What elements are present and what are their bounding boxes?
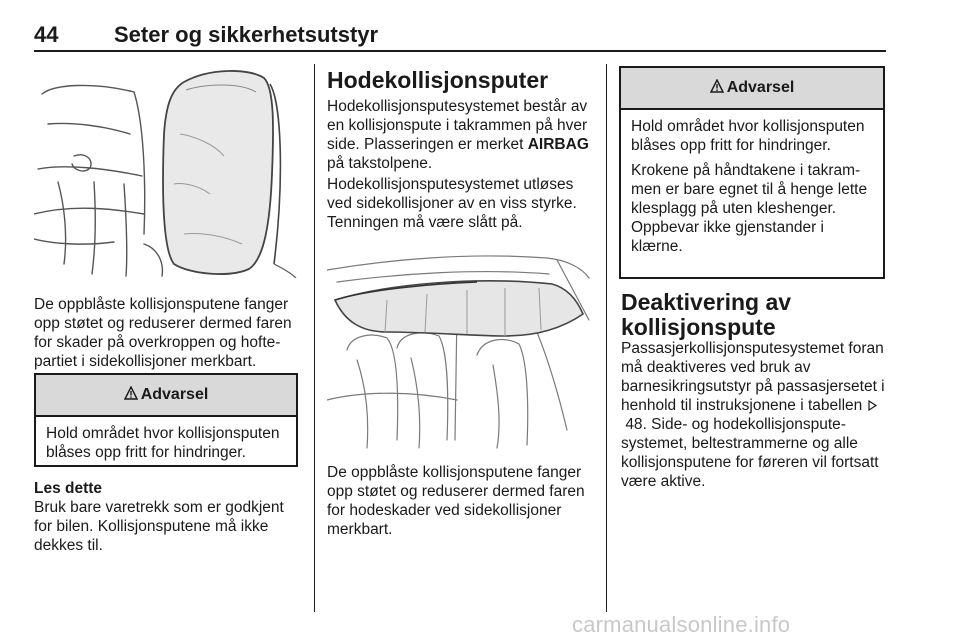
col1-warning-text: Hold området hvor kollisjonsputen blåses opp fritt for hindringer. [46,425,280,461]
col3-warning-header [621,68,883,110]
warning-triangle-icon [710,79,724,98]
warning-triangle-icon [124,386,138,405]
col3-warning-body [621,110,883,264]
page-48-reference-link[interactable]: 48 [625,416,643,433]
head-airbag-illustration [327,240,592,450]
col2-para1-end: på takstolpene. [327,155,433,172]
col1-note [34,479,300,555]
header-rule [34,50,886,52]
column-divider-1 [314,64,315,612]
col2-para2: Hodekollisjonsputesystemet utløses ved sidekollisjoner av en viss styrke. Tenningen må være slått på. [327,176,577,231]
column-divider-2 [606,64,607,612]
col2-para1 [327,97,595,173]
note-title: Les dette [34,480,103,497]
airbag-label: AIRBAG [527,136,589,153]
page-number: 44 [34,22,59,47]
col3-warning-box [619,66,885,279]
side-airbag-illustration [34,64,298,278]
col1-warning-box [34,373,298,467]
col3-para-start: Passasjerkollisjonsputesystemet foran må deaktiveres ved bruk av barnesikringsutstyr på passasjersetet i henhold til instruksjonene i tabellen [621,340,885,414]
col3-warning-p1: Hold området hvor kollisjonsputen blåses opp fritt for hindringer. [631,118,865,154]
section-title: Seter og sikkerhetsutstyr [114,22,379,47]
col1-warning-title: Advarsel [140,386,209,403]
col1-caption: De oppblåste kollisjonsputene fanger opp støtet og reduserer dermed faren for skader på overkroppen og hoftepartiet i sidekollisjoner merkbart. [34,296,292,370]
col3-para [621,339,889,491]
col2-caption: De oppblåste kollisjonsputene fanger opp støtet og reduserer dermed faren for hodeskader ved sidekollisjoner merkbart. [327,464,585,538]
col1-warning-header [36,375,296,417]
deactivation-heading: Deaktivering av kollisjonspute [621,289,792,340]
col3-warning-p2: Krokene på håndtakene i takrammen er bare egnet til å henge lette klesplagg på uten kleshenger. Oppbevar ikke gjenstander i klærne. [631,162,868,255]
reference-arrow-icon [867,397,878,414]
col3-warning-title: Advarsel [726,79,795,96]
seat-airbag-drawing [34,64,298,278]
curtain-airbag-drawing [327,240,592,450]
col3-para-end: . Side- og hodekollisjonsputesystemet, beltestrammerne og alle kollisjonsputene for føreren vil fortsatt være aktive. [621,416,879,490]
watermark: carmanualsonline.info [572,612,791,637]
col2-para1-start: Hodekollisjonsputesystemet består av en kollisjonspute i takrammen på hver side. Plasseringen er merket [327,98,588,153]
head-airbags-heading: Hodekollisjonsputer [327,67,549,93]
note-text: Bruk bare varetrekk som er godkjent for bilen. Kollisjonsputene må ikke dekkes til. [34,499,284,554]
